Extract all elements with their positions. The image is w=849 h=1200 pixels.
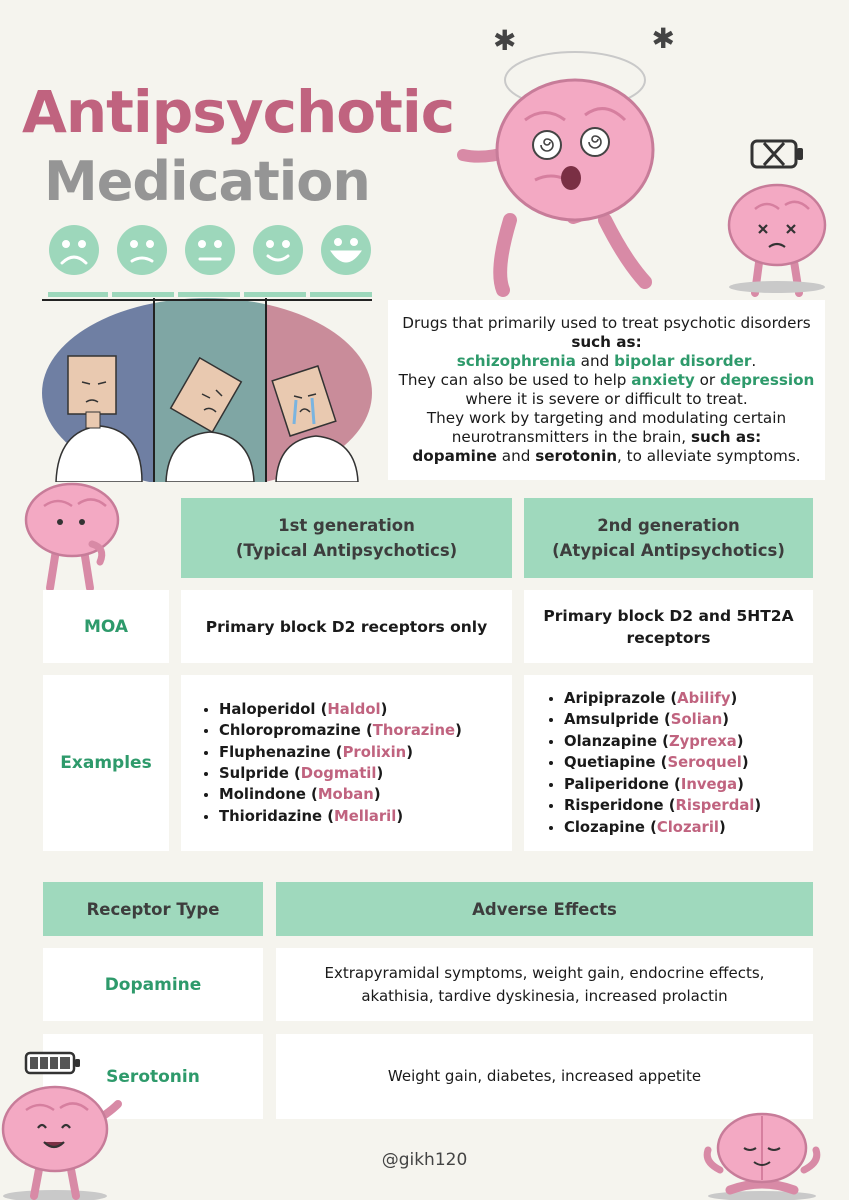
drug-name: Olanzapine <box>564 732 658 750</box>
drug-list-item: • Aripiprazole (Abilify) <box>564 688 813 709</box>
description-line-2: such as: <box>571 333 642 351</box>
moa-2nd-generation: Primary block D2 and 5HT2A receptors <box>524 590 813 663</box>
brand-name: Risperdal <box>675 797 755 815</box>
drug-name: Molindone <box>219 786 306 804</box>
description-line-4: They can also be used to help anxiety or depression <box>398 371 815 389</box>
header-receptor-type: Receptor Type <box>43 882 263 936</box>
svg-text:✱: ✱ <box>493 24 517 57</box>
brand-name: Prolixin <box>342 743 407 761</box>
drug-list-2nd-generation <box>524 688 813 838</box>
drug-name: Quetiapine <box>564 754 656 772</box>
thinking-brain-mascot-icon <box>22 480 122 595</box>
drug-list-item: • Thioridazine (Mellaril) <box>219 806 512 827</box>
moa-1st-generation: Primary block D2 receptors only <box>181 590 512 663</box>
examples-2nd-generation <box>524 675 813 851</box>
drug-name: Clozapine <box>564 818 645 836</box>
moa-label: MOA <box>43 590 169 663</box>
brand-name: Zyprexa <box>668 732 737 750</box>
happy-brain-mascot-icon <box>0 1074 125 1200</box>
drug-list-1st-generation <box>181 699 512 827</box>
brand-name: Clozaril <box>656 818 719 836</box>
drug-list-item: • Olanzapine (Zyprexa) <box>564 731 813 752</box>
drug-name: Haloperidol <box>219 700 316 718</box>
description-line-5: where it is severe or difficult to treat. <box>465 390 748 408</box>
drug-list-item: • Molindone (Moban) <box>219 784 512 805</box>
sick-brain-mascot-icon <box>725 175 830 300</box>
drug-name: Sulpride <box>219 765 289 782</box>
brand-name: Invega <box>680 775 738 793</box>
drug-list-item: • Paliperidone (Invega) <box>564 774 813 795</box>
drug-list-item: • Sulpride (Dogmatil) <box>219 763 512 784</box>
brand-name: Mellaril <box>334 807 397 825</box>
header-2nd-generation: 2nd generation (Atypical Antipsychotics) <box>524 498 813 578</box>
brand-name: Moban <box>317 786 374 804</box>
drug-name: Aripiprazole <box>564 690 666 708</box>
brand-name: Thorazine <box>372 722 456 740</box>
drug-list-item: • Quetiapine (Seroquel) <box>564 752 813 773</box>
header-1st-generation: 1st generation (Typical Antipsychotics) <box>181 498 512 578</box>
description-line-6: They work by targeting and modulating certain <box>426 409 787 427</box>
page-title: Antipsychotic <box>22 78 455 146</box>
description-line-7: neurotransmitters in the brain, such as: <box>451 428 762 446</box>
full-battery-icon <box>24 1050 82 1076</box>
dizzy-brain-mascot-icon <box>455 20 685 300</box>
header-adverse-effects: Adverse Effects <box>276 882 813 936</box>
adverse-effects-serotonin: Weight gain, diabetes, increased appetite <box>276 1034 813 1119</box>
drug-list-item: • Clozapine (Clozaril) <box>564 817 813 838</box>
drug-list-item: • Chloropromazine (Thorazine) <box>219 720 512 741</box>
drug-list-item: • Fluphenazine (Prolixin) <box>219 742 512 763</box>
sad-people-comic-illustration <box>42 298 372 482</box>
description-line-1: Drugs that primarily used to treat psychotic disorders <box>402 314 811 332</box>
receptor-serotonin: Serotonin <box>43 1034 263 1119</box>
page-subtitle: Medication <box>44 150 370 213</box>
brand-name: Solian <box>670 711 723 729</box>
mood-scale-faces-icon <box>48 222 378 300</box>
description-line-8: dopamine and serotonin, to alleviate symptoms. <box>412 447 801 465</box>
drug-name: Paliperidone <box>564 775 669 793</box>
examples-label: Examples <box>43 675 169 851</box>
author-handle: @gikh120 <box>381 1150 468 1170</box>
dead-battery-icon <box>750 137 806 171</box>
examples-1st-generation <box>181 675 512 851</box>
drug-name: Risperidone <box>564 797 664 815</box>
brand-name: Seroquel <box>667 754 742 772</box>
drug-name: Thioridazine <box>219 807 323 825</box>
brand-name: Dogmatil <box>300 765 377 782</box>
drug-name: Amsulpride <box>564 711 659 729</box>
adverse-effects-dopamine: Extrapyramidal symptoms, weight gain, endocrine effects, akathisia, tardive dyskinesia, increased prolactin <box>276 948 813 1021</box>
drug-list-item: • Amsulpride (Solian) <box>564 709 813 730</box>
brand-name: Haldol <box>327 700 381 718</box>
svg-text:✱: ✱ <box>651 22 675 55</box>
drug-name: Fluphenazine <box>219 743 331 761</box>
drug-name: Chloropromazine <box>219 722 361 740</box>
drug-list-item: • Risperidone (Risperdal) <box>564 795 813 816</box>
receptor-dopamine: Dopamine <box>43 948 263 1021</box>
brand-name: Abilify <box>677 690 731 708</box>
description-line-3: schizophrenia and bipolar disorder. <box>456 352 757 370</box>
drug-list-item: • Haloperidol (Haldol) <box>219 699 512 720</box>
description-box <box>388 300 825 480</box>
